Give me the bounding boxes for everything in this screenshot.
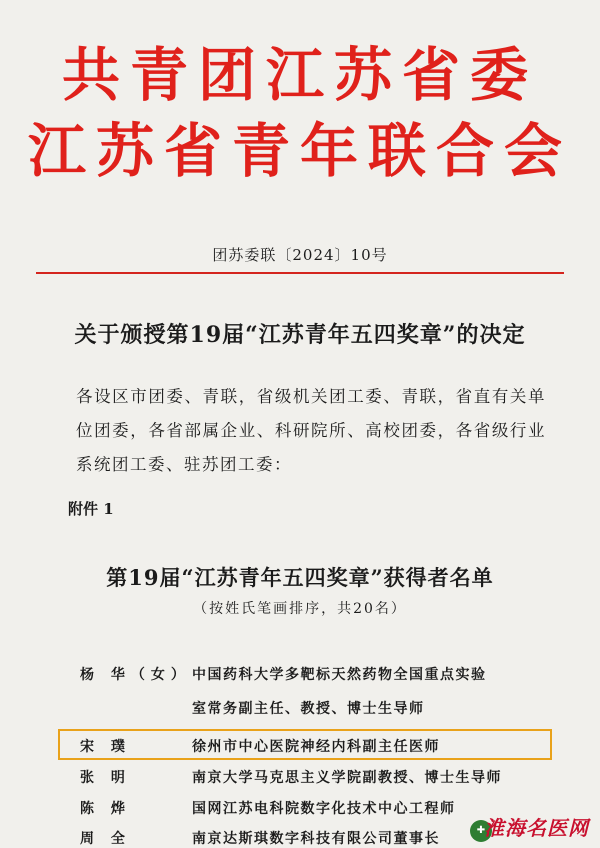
- awardee-name: 张 明: [80, 770, 131, 786]
- awardee-position: 中国药科大学多靶标天然药物全国重点实验: [192, 667, 487, 683]
- list-title: 第19届“江苏青年五四奖章”获得者名单: [106, 565, 494, 590]
- issuer-line-2: 江苏省青年联合会: [27, 117, 572, 185]
- recipients-paragraph: 各设区市团委、青联，省级机关团工委、青联，省直有关单位团委，各省部属企业、科研院所、高校团委，各省级行业系统团工委、驻苏团工委：: [76, 387, 546, 474]
- awardee-name: 周 全: [80, 831, 131, 847]
- red-divider: [36, 272, 564, 274]
- awardee-position-cont: 室常务副主任、教授、博士生导师: [192, 701, 425, 717]
- awardee-position: 南京达斯琪数字科技有限公司董事长: [192, 831, 440, 847]
- issuer-line-1: 共青团江苏省委: [61, 41, 538, 109]
- awardee-name: 宋 璞: [80, 739, 131, 755]
- watermark-logo-icon: ✚: [470, 820, 492, 842]
- list-subtitle: （按姓氏笔画排序，共20名）: [193, 601, 407, 617]
- watermark: 淮海名医网: [484, 816, 589, 840]
- document-number: 团苏委联〔2024〕10号: [212, 246, 388, 264]
- attachment-label: 附件 1: [68, 500, 114, 518]
- awardee-position: 徐州市中心医院神经内科副主任医师: [192, 739, 440, 755]
- awardee-position: 南京大学马克思主义学院副教授、博士生导师: [192, 770, 502, 786]
- awardee-name: 陈 烨: [80, 801, 131, 817]
- decision-title: 关于颁授第19届“江苏青年五四奖章”的决定: [74, 322, 526, 348]
- awardee-position: 国网江苏电科院数字化技术中心工程师: [192, 801, 456, 817]
- awardee-name: 杨 华（女）: [80, 667, 191, 683]
